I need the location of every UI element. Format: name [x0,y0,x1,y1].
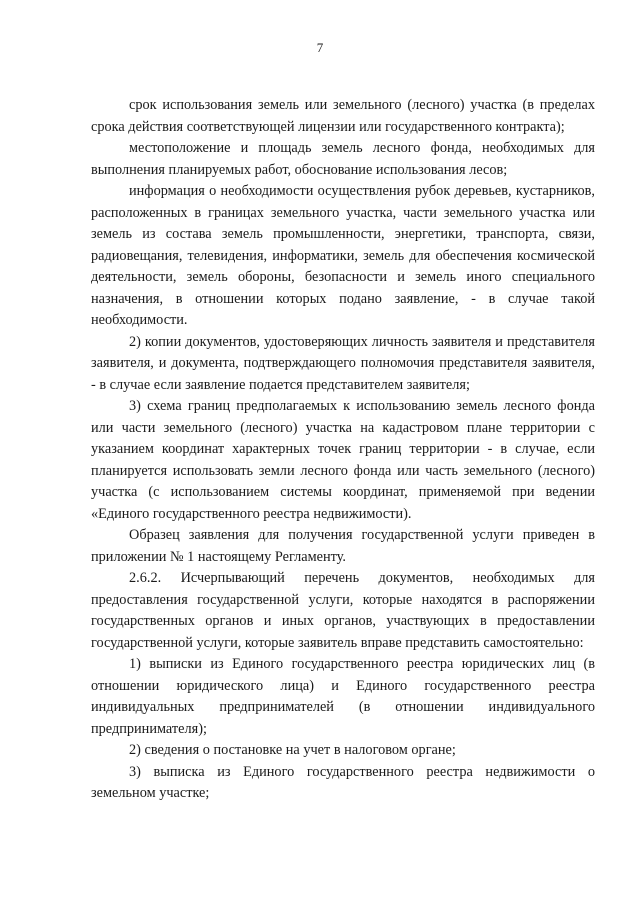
paragraph-felling-info: информация о необходимости осуществления рубок деревьев, кустарников, расположенных в границах земельного участка, части земельного участка или земель из состава земель промышленности, энергетики, транспорта, связи, радиовещания, телевидения, информатики, земель для обеспечения космической деятельности, земель обороны, безопасности и земель иного специального назначения, в отношении которых подано заявление, - в случае такой необходимости. [91,183,595,328]
paragraph-section-2-6-2: 2.6.2. Исчерпывающий перечень документов, необходимых для предоставления государственной услуги, которые находятся в распоряжении государственных органов и иных органов, участвующих в предоставлении государственной услуги, которые заявитель вправе представить самостоятельно: [91,570,595,651]
paragraph-registry-extracts: 1) выписки из Единого государственного реестра юридических лиц (в отношении юридического лица) и Единого государственного реестра индивидуальных предпринимателей (в отношении индивидуального предпринимателя); [91,656,595,737]
paragraph-tax-registration: 2) сведения о постановке на учет в налоговом органе; [129,742,456,758]
paragraph-real-estate-extract: 3) выписка из Единого государственного реестра недвижимости о земельном участке; [91,763,595,801]
paragraph-boundary-scheme: 3) схема границ предполагаемых к использованию земель лесного фонда или части земельного (лесного) участка на кадастровом плане территории с указанием координат характерных точек границ территории - в случае, если планируется использовать земли лесного фонда или часть земельного (лесного) участка (с использованием системы координат, применяемой при ведении «Единого государственного реестра недвижимости). [91,398,595,522]
paragraph-application-sample: Образец заявления для получения государственной услуги приведен в приложении № 1 настоящему Регламенту. [91,527,595,565]
paragraph-usage-term: срок использования земель или земельного (лесного) участка (в пределах срока действия соответствующей лицензии или государственного контракта); [91,97,595,135]
page-number: 7 [316,40,324,55]
paragraph-location-area: местоположение и площадь земель лесного фонда, необходимых для выполнения планируемых работ, обоснование использования лесов; [91,140,595,178]
paragraph-identity-documents: 2) копии документов, удостоверяющих личность заявителя и представителя заявителя, и документа, подтверждающего полномочия представителя заявителя, - в случае если заявление подается представителем заявителя; [91,333,595,393]
document-body [91,95,595,805]
